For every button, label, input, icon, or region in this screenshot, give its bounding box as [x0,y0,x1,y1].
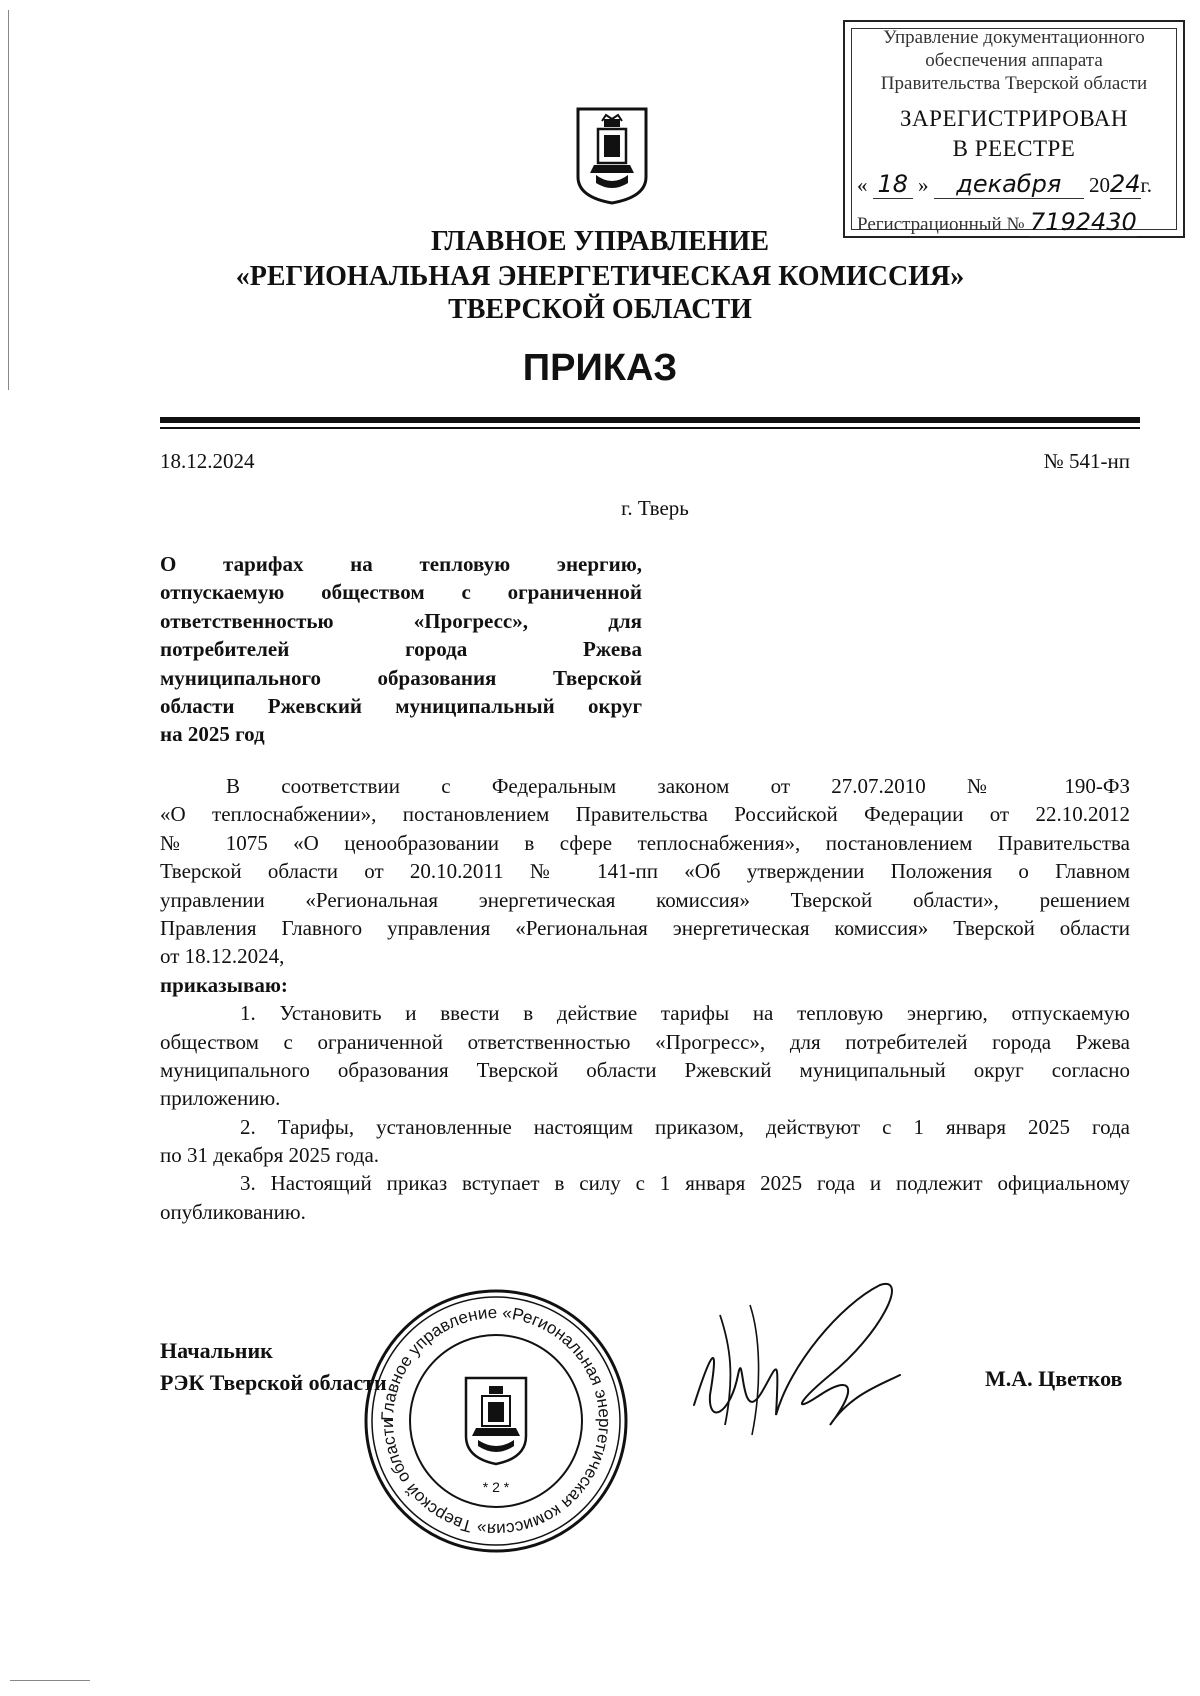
subject-line: ответственностью «Прогресс», для [160,608,642,633]
registration-dept-line: Правительства Тверской области [880,73,1148,94]
document-subject [160,550,642,749]
registration-stamp-department [845,26,1183,95]
body-line: Тверской области от 20.10.2011 № 141-пп «Об утверждении Положения о Главном [160,859,1130,884]
registration-date-year-suffix: 24 [1110,170,1141,198]
body-line: В соответствии с Федеральным законом от 27.07.2010 № 190-ФЗ [226,774,1130,798]
body-line: по 31 декабря 2025 года. [160,1143,380,1168]
body-line: № 1075 «О ценообразовании в сфере теплоснабжения», постановлением Правительства [160,830,1130,855]
registration-status [845,104,1183,164]
subject-line: О тарифах на тепловую энергию, [160,552,642,576]
signer-position-line: Начальник [160,1338,273,1363]
official-seal [361,1286,631,1556]
registration-date-month: декабря [934,170,1084,199]
scan-edge-mark [8,10,9,390]
signer-position [160,1335,387,1399]
subject-line: потребителей города Ржева [160,637,642,662]
registration-date-year-end: г. [1140,173,1153,197]
header-divider [160,417,1140,423]
org-title-line: «РЕГИОНАЛЬНАЯ ЭНЕРГЕТИЧЕСКАЯ КОМИССИЯ» [235,261,965,292]
scan-edge-mark [10,1680,90,1681]
registration-date-quote: « [857,173,868,197]
registration-number-label: Регистрационный № [857,214,1025,235]
document-city: г. Тверь [621,496,689,520]
body-line: «О теплоснабжении», постановлением Правительства Российской Федерации от 22.10.2012 [160,802,1130,827]
registration-date-year-prefix: 20 [1089,173,1110,197]
body-line: приложению. [160,1086,281,1111]
registration-date [857,170,1177,200]
body-line: Правления Главного управления «Региональная энергетическая комиссия» Тверской области [160,915,1130,940]
header-divider [160,427,1140,429]
body-line: 1. Установить и ввести в действие тарифы на тепловую энергию, отпускаемую [240,1001,1130,1026]
body-line: от 18.12.2024, [160,944,285,969]
document-title: ПРИКАЗ [522,347,678,389]
body-line-order-word: приказываю: [160,972,288,997]
registration-dept-line: обеспечения аппарата [925,50,1103,71]
body-line: управлении «Региональная энергетическая комиссия» Тверской области», решением [160,887,1130,912]
document-body [160,772,1130,1226]
registration-status-line: ЗАРЕГИСТРИРОВАН [900,106,1128,131]
coat-of-arms-icon [576,107,648,205]
body-line: 2. Тарифы, установленные настоящим приказом, действуют с 1 января 2025 года [240,1114,1130,1139]
registration-stamp [843,20,1185,238]
registration-date-quote: » [918,173,929,197]
document-number: № 541-нп [1043,449,1130,473]
handwritten-signature [680,1275,920,1445]
registration-date-day: 18 [873,170,913,199]
body-line: опубликованию. [160,1199,306,1224]
signer-name: М.А. Цветков [985,1366,1123,1391]
body-line: обществом с ограниченной ответственностью «Прогресс», для потребителей города Ржева [160,1029,1130,1054]
body-line: муниципального образования Тверской области Ржевский муниципальный округ согласно [160,1057,1130,1082]
seal-ring-text: Главное управление «Региональная энергетическая комиссия» Тверской области [377,1302,615,1540]
org-title-line: ТВЕРСКОЙ ОБЛАСТИ [448,294,752,325]
seal-number: * 2 * [482,1479,510,1495]
subject-line: области Ржевский муниципальный округ [160,693,642,718]
registration-dept-line: Управление документационного [883,27,1145,48]
document-date: 18.12.2024 [160,449,255,473]
org-title-line: ГЛАВНОЕ УПРАВЛЕНИЕ [430,226,770,257]
registration-number-value: 7192430 [1029,208,1137,236]
registration-status-line: В РЕЕСТРЕ [952,136,1076,161]
subject-line: муниципального образования Тверской [160,665,642,690]
seal-emblem-icon [466,1378,526,1464]
subject-line: на 2025 год [160,722,265,747]
subject-line: отпускаемую обществом с ограниченной [160,580,642,605]
signer-position-line: РЭК Тверской области [160,1370,387,1395]
body-line: 3. Настоящий приказ вступает в силу с 1 января 2025 года и подлежит официальному [240,1171,1130,1196]
